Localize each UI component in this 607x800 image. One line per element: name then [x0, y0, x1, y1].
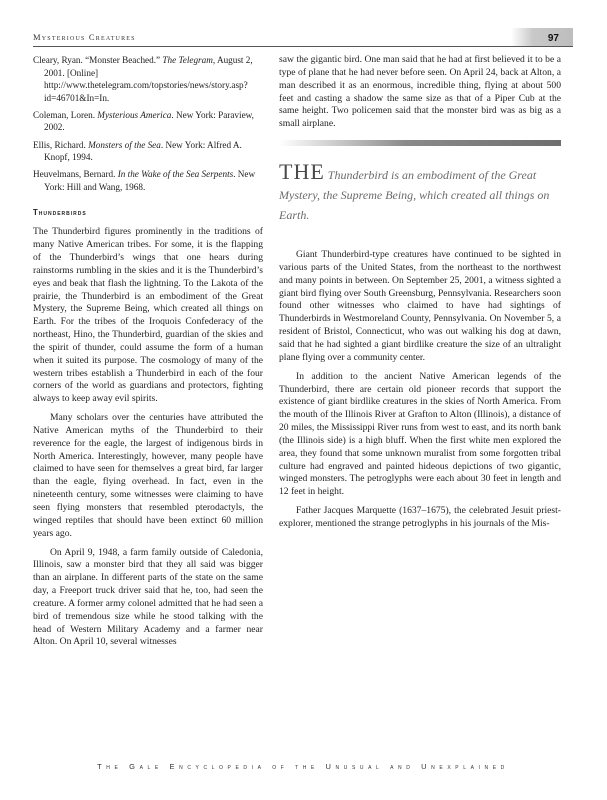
- right-column: [279, 54, 561, 537]
- section-heading: Thunderbirds: [33, 208, 87, 218]
- page-number-tab: [511, 28, 573, 46]
- body-paragraph: The Thunderbird figures prominently in the traditions of many Native American tribes. For some, it is the flapping of the Thunderbird’s wings that one hears during rainstorms rumbling in the skies and it is the Thunderbird’s eyes and beak that flash the lightning. To the Lakota of the prairie, the Thunderbird is an embodiment of the Great Mystery, the Supreme Being, which created all things on Earth. For the tribes of the Iroquois Confederacy of the northeast, Hino, the Thunderbird, guardian of the skies and the spirit of thunder, could assume the form of a human when it suited its purpose. The cosmology of many of the western tribes establish a Thunderbird in each of the four corners of the world as guardians and protectors, fighting always to keep away evil spirits.: [33, 226, 263, 405]
- pull-quote-rule: [279, 140, 561, 146]
- pull-quote: [279, 159, 561, 225]
- reference-item: Coleman, Loren. Mysterious America. New York: Paraview, 2002.: [33, 109, 254, 133]
- running-head: Mysterious Creatures: [33, 32, 136, 42]
- page-footer: The Gale Encyclopedia of the Unusual and Unexplained: [97, 762, 509, 771]
- body-paragraph: saw the gigantic bird. One man said that he had at first believed it to be a type of plane that he had never before seen. On April 24, back at Alton, a man described it as an enormous, incredible thing, flying at about 500 feet and casting a shadow the same size as that of a Piper Cub at the same height. Two policemen said that the monster bird was as big as a small airplane.: [279, 54, 561, 130]
- body-paragraph: In addition to the ancient Native American legends of the Thunderbird, there are certain old pioneer records that support the existence of giant birdlike creatures in the skies of North America. From the mouth of the Illinois River at Grafton to Alton (Illinois), a distance of 20 miles, the Mississippi River runs from west to east, and its north bank (the Illinois side) is a high bluff. When the first white men explored the area, they found that some unknown muralist from some forgotten tribal culture had engraved and painted hideous depictions of two gigantic, winged monsters. The petroglyphs were each about 30 feet in length and 12 feet in height.: [279, 370, 561, 498]
- reference-list: [33, 54, 263, 193]
- reference-item: Heuvelmans, Bernard. In the Wake of the Sea Serpents. New York: Hill and Wang, 1968.: [33, 169, 256, 192]
- body-paragraph: Many scholars over the centuries have attributed the Native American myths of the Thunderbird to their reverence for the eagle, the largest of indigenous birds in North America. Interestingly, however, many people have claimed to have seen for themselves a great bird, far larger than the eagle, flying overhead. In fact, even in the nineteenth century, some witnesses were claiming to have seen flying monsters that resembled pterodactyls, the winged reptiles that should have been extinct 60 million years ago.: [33, 412, 263, 539]
- reference-item: Ellis, Richard. Monsters of the Sea. New York: Alfred A. Knopf, 1994.: [33, 139, 242, 163]
- body-paragraph: Giant Thunderbird-type creatures have continued to be sighted in various parts of the United States, from the northeast to the northwest and many points in between. On September 25, 2001, a witness sighted a giant bird flying over South Greensburg, Pennsylvania. Researchers soon found other witnesses who claimed to have had sightings of Thunderbirds in Westmoreland County, Pennsylvania. On November 5, a resident of Bristol, Connecticut, who was out walking his dog at dawn, said that he had sighted a giant birdlike creature the size of an ultralight plane flying over a community center.: [279, 249, 561, 363]
- pull-quote-lead: THE: [279, 159, 325, 185]
- left-column: [33, 54, 263, 655]
- reference-item: Cleary, Ryan. “Monster Beached.” The Telegram, August 2, 2001. [Online] http://www.thetelegram.com/topstories/news/story.asp?id=46701&In=In.: [33, 55, 253, 103]
- page-number: 97: [547, 33, 559, 44]
- body-paragraph: Father Jacques Marquette (1637–1675), the celebrated Jesuit priest-explorer, mentioned the strange petroglyphs in his journals of the Mis-: [279, 505, 561, 529]
- body-paragraph: On April 9, 1948, a farm family outside of Caledonia, Illinois, saw a monster bird that they all said was bigger than an airplane. In different parts of the state on the same day, a Freeport truck driver said that he, too, had seen the creature. A former army colonel admitted that he had seen a bird of tremendous size while he stood talking with the head of Western Military Academy and a farmer near Alton. On April 10, several witnesses: [33, 546, 263, 648]
- page-header: [33, 30, 573, 47]
- pull-quote-text: Thunderbird is an embodiment of the Great Mystery, the Supreme Being, which created all things on Earth.: [279, 168, 550, 223]
